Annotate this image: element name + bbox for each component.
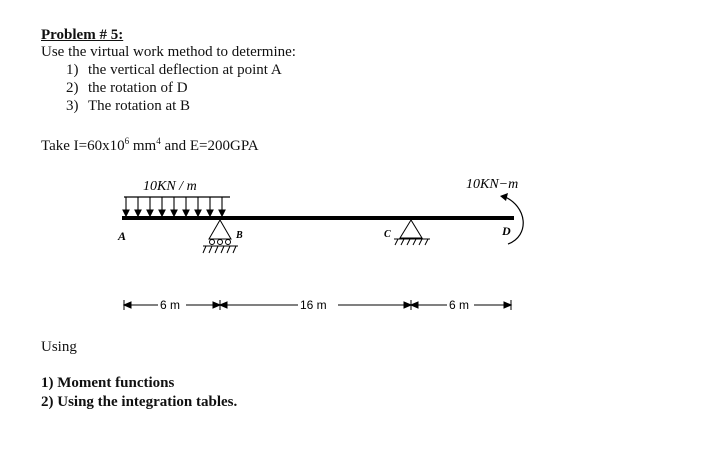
method-item: 1) Moment functions bbox=[41, 375, 175, 391]
dimension-label: 16 m bbox=[300, 298, 327, 312]
point-c-label: C bbox=[384, 229, 391, 240]
using-label: Using bbox=[41, 339, 77, 355]
given-unit: mm bbox=[129, 138, 157, 154]
problem-title: Problem # 5: bbox=[41, 27, 124, 43]
method-item: 2) Using the integration tables. bbox=[41, 394, 238, 410]
given-suffix: and E=200GPA bbox=[160, 138, 259, 154]
given-exponent-6: 6 bbox=[124, 136, 130, 146]
given-prefix: Take I=60x10 bbox=[41, 138, 125, 154]
moment-arrowhead bbox=[500, 193, 508, 201]
task-text: the rotation of D bbox=[88, 80, 188, 96]
task-text: The rotation at B bbox=[88, 98, 191, 114]
pin-support-c bbox=[394, 220, 430, 245]
moment-label: 10KN−m bbox=[466, 177, 519, 192]
point-a-label: A bbox=[118, 229, 127, 243]
task-text: the vertical deflection at point A bbox=[88, 62, 282, 78]
given-exponent-4: 4 bbox=[156, 136, 161, 146]
point-b-label: B bbox=[236, 230, 243, 241]
distributed-load-label: 10KN / m bbox=[143, 179, 197, 194]
task-number: 1) bbox=[66, 62, 79, 78]
problem-intro: Use the virtual work method to determine: bbox=[41, 44, 296, 60]
task-number: 2) bbox=[66, 80, 79, 96]
task-number: 3) bbox=[66, 98, 79, 114]
dimension-label: 6 m bbox=[449, 298, 470, 312]
beam bbox=[122, 216, 514, 220]
roller-support-b bbox=[203, 220, 238, 253]
dimension-label: 6 m bbox=[160, 298, 181, 312]
point-d-label: D bbox=[502, 224, 511, 238]
distributed-load-arrows bbox=[123, 197, 225, 216]
